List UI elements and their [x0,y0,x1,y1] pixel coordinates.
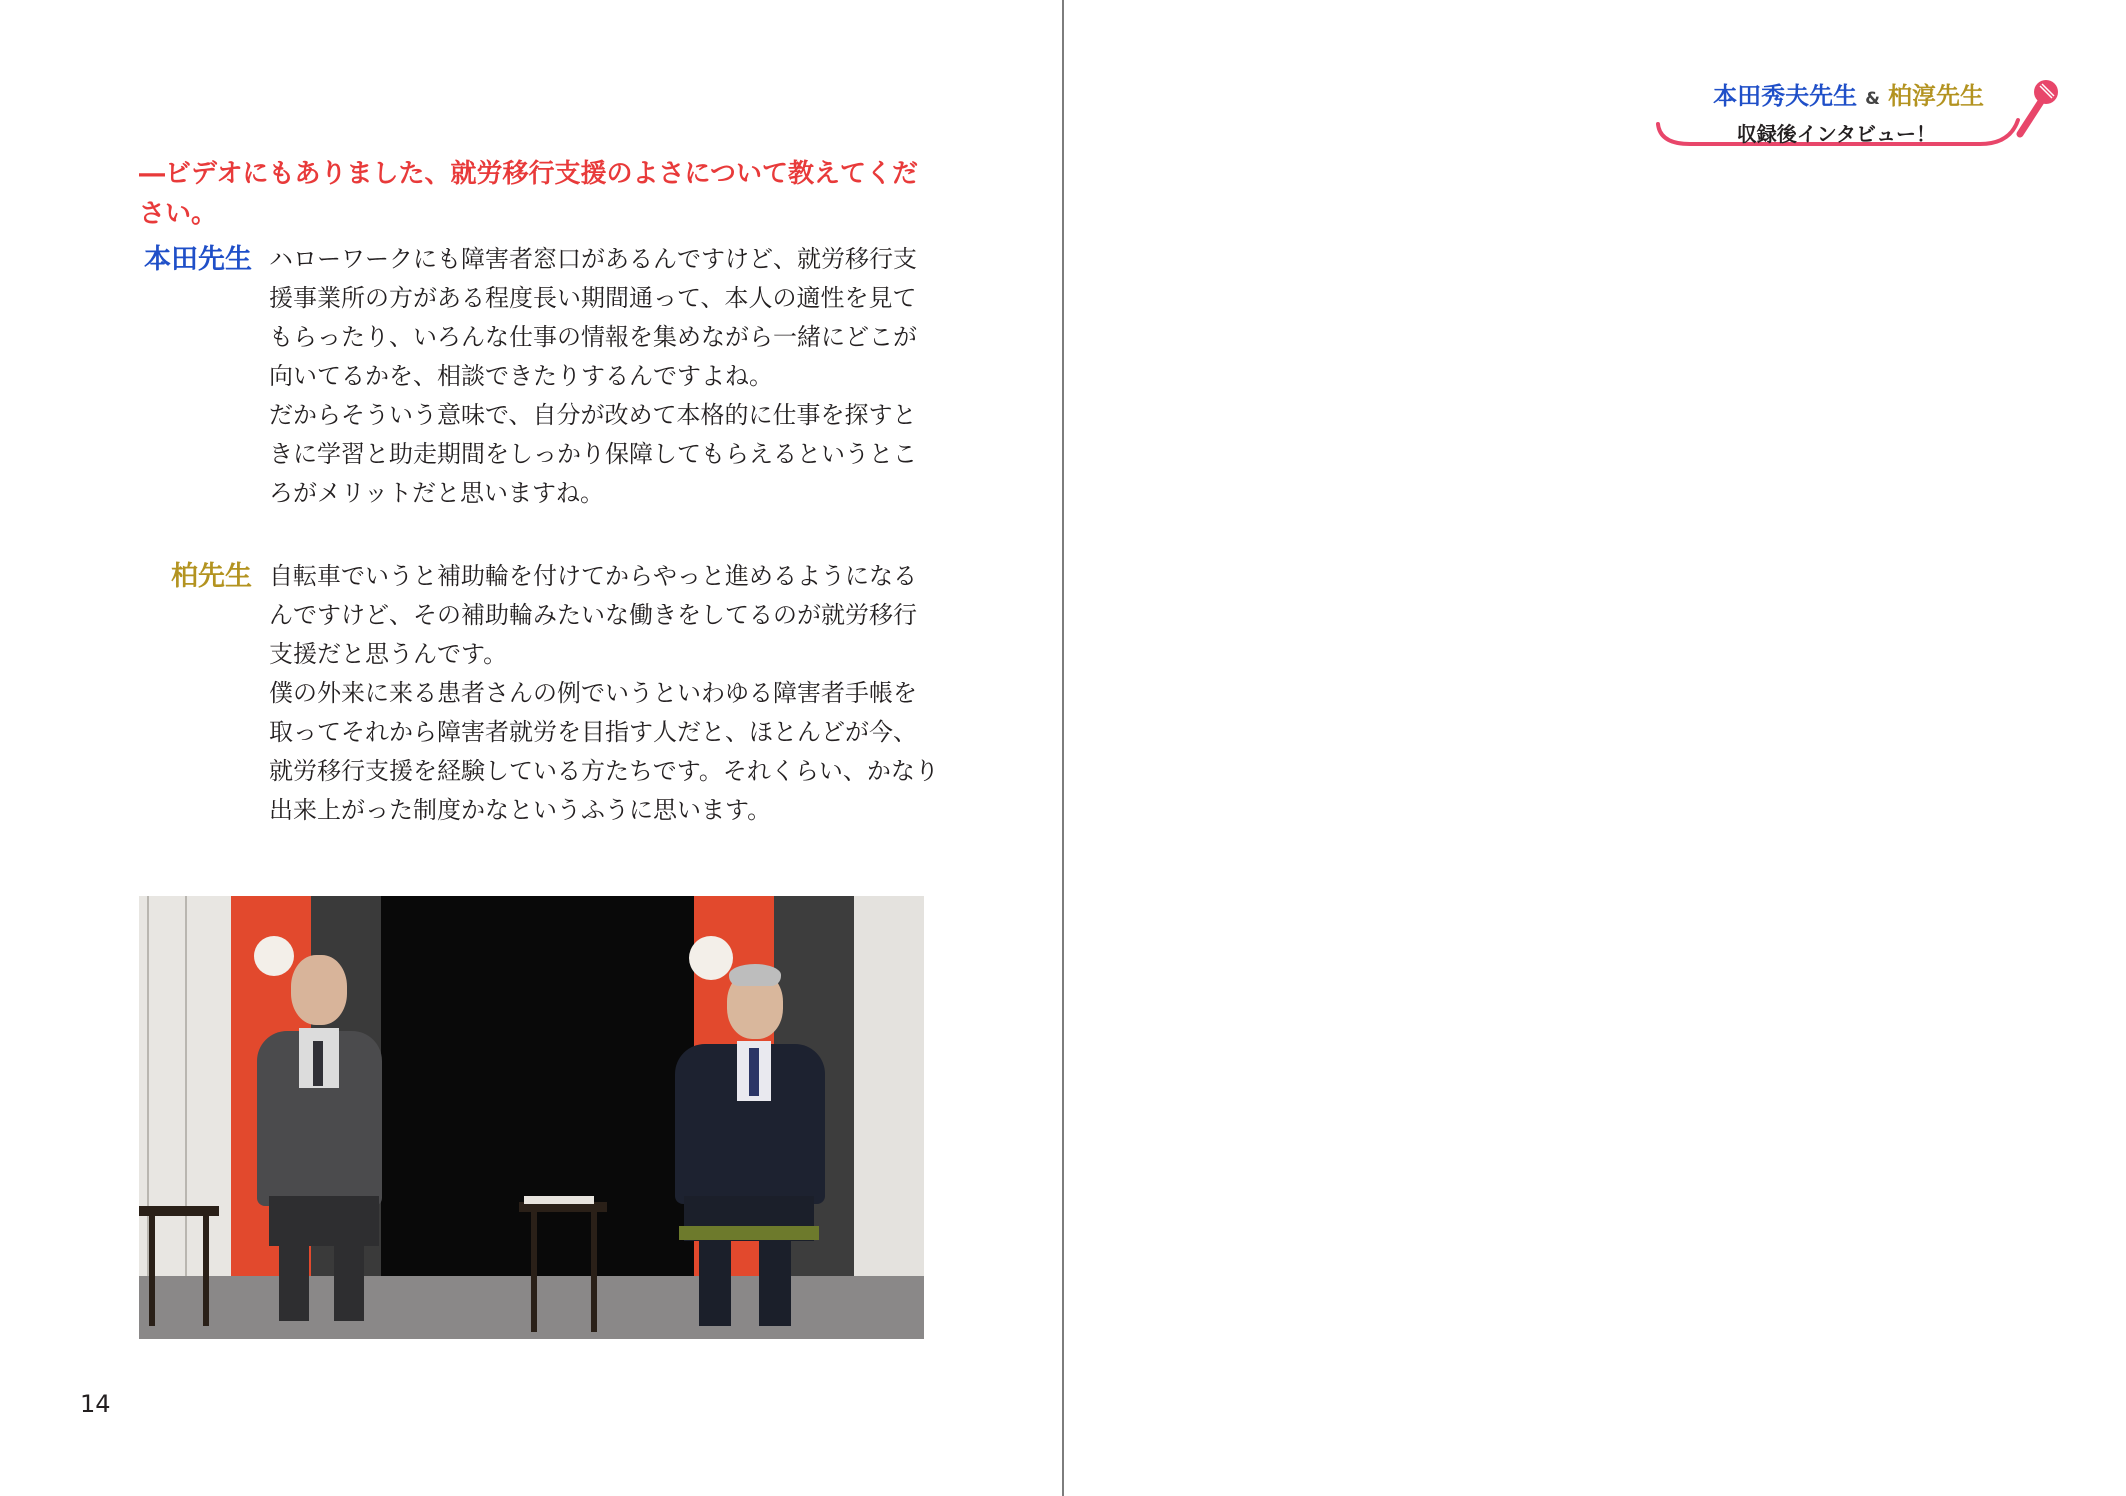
header-name-honda: 本田秀夫先生 [1713,82,1858,110]
answer-honda [269,240,939,513]
answer-kashiwa [269,557,939,830]
header-name-kashiwa: 柏淳先生 [1888,82,1984,110]
speaker-label-honda: 本田先生 [144,244,252,275]
page-number: 14 [80,1390,111,1418]
question-left: ―ビデオにもありました、就労移行支援のよさについて教えてください。 [139,159,918,229]
speaker-label-kashiwa: 柏先生 [171,561,252,592]
answer-paragraph: 僕の外来に来る患者さんの例でいうといわゆる障害者手帳を取ってそれから障害者就労を目指す人だと、ほとんどが今、就労移行支援を経験している方たちです。それくらい、かなり出来上がった制度かなというふうに思います。 [269,679,939,824]
interview-photo [139,896,924,1339]
answer-paragraph: ハローワークにも障害者窓口があるんですけど、就労移行支援事業所の方がある程度長い期間通って、本人の適性を見てもらったり、いろんな仕事の情報を集めながら一緒にどこが向いてるかを、相談できたりするんですよね。 [269,245,917,390]
header-subtitle: 収録後インタビュー！ [1736,122,1936,146]
microphone-icon [2010,78,2060,140]
right-page [1063,0,2126,1496]
answer-paragraph: だからそういう意味で、自分が改めて本格的に仕事を探すときに学習と助走期間をしっかり保障してもらえるというところがメリットだと思いますね。 [269,401,917,507]
header-ampersand: & [1865,89,1880,109]
answer-paragraph: 自転車でいうと補助輪を付けてからやっと進めるようになるんですけど、その補助輪みたいな働きをしてるのが就労移行支援だと思うんです。 [269,562,917,668]
